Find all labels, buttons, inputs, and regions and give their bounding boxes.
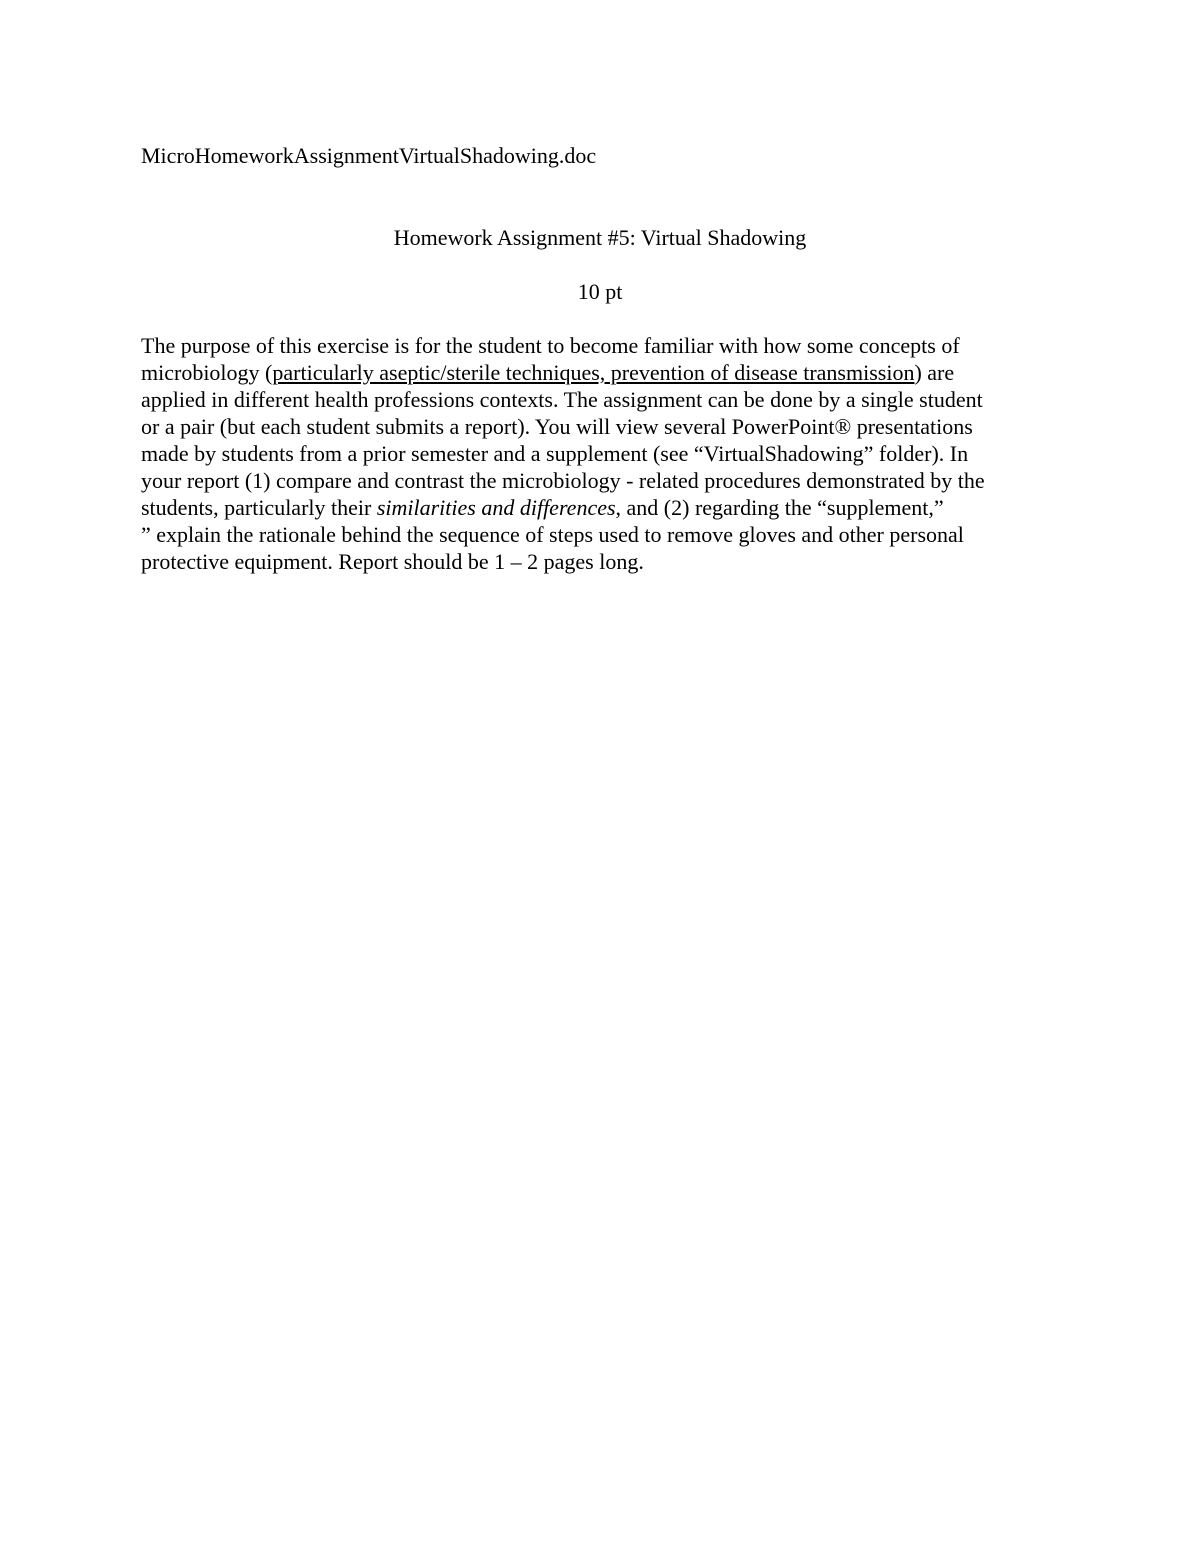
paragraph-line-7 [141,494,1061,521]
paragraph-line-6: your report (1) compare and contrast the microbiology - related procedures demonstrated by the [141,468,985,493]
paragraph-text: , and (2) regarding the “supplement,” [615,495,944,520]
paragraph-line-5: made by students from a prior semester and a supplement (see “VirtualShadowing” folder). In [141,441,969,466]
paragraph-line-9: protective equipment. Report should be 1 – 2 pages long. [141,549,644,574]
paragraph-line-3: applied in different health professions contexts. The assignment can be done by a single student [141,387,983,412]
paragraph-text: students, particularly their [141,495,377,520]
paragraph-line-4: or a pair (but each student submits a report). You will view several PowerPoint® presentations [141,414,973,439]
paragraph-line-1: The purpose of this exercise is for the student to become familiar with how some concepts of [141,333,960,358]
italic-text: similarities and differences [376,495,616,520]
assignment-title: Homework Assignment #5: Virtual Shadowing [393,225,807,250]
document-filename: MicroHomeworkAssignmentVirtualShadowing.doc [141,143,597,168]
underlined-text: particularly aseptic/sterile techniques, prevention of disease transmission [272,360,915,385]
paragraph-line-2 [141,359,1061,386]
paragraph-line-8: ” explain the rationale behind the sequence of steps used to remove gloves and other personal [141,522,964,547]
assignment-description [141,332,1061,575]
paragraph-text: microbiology ( [141,360,273,385]
paragraph-text: ) are [914,360,955,385]
assignment-points: 10 pt [577,279,623,304]
